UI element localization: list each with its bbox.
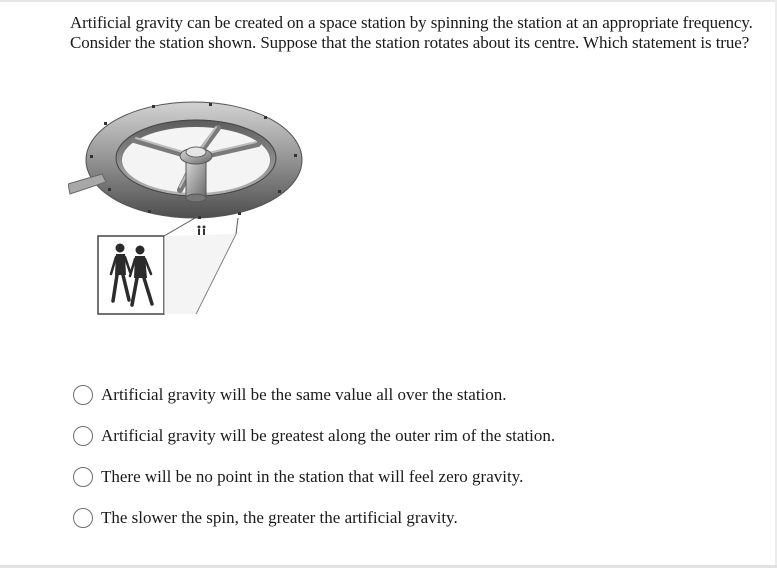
option-label[interactable]: Artificial gravity will be greatest along the outer rim of the station. xyxy=(101,425,556,445)
radio-button[interactable] xyxy=(73,426,93,446)
option-label[interactable]: Artificial gravity will be the same value all over the station. xyxy=(101,384,507,404)
space-station-figure xyxy=(68,100,308,318)
answer-option[interactable] xyxy=(73,456,753,497)
inset-view xyxy=(98,214,238,314)
answer-option[interactable] xyxy=(73,374,753,415)
docking-arm xyxy=(68,174,106,194)
radio-button[interactable] xyxy=(73,508,93,528)
option-label[interactable]: There will be no point in the station that will feel zero gravity. xyxy=(101,466,524,486)
radio-button[interactable] xyxy=(73,385,93,405)
question-text: Artificial gravity can be created on a space station by spinning the station at an appropriate frequency. Consider the station shown. Suppose that the station rotates about its centre. Which statement is true? xyxy=(70,13,753,52)
answer-option[interactable] xyxy=(73,415,753,456)
top-divider xyxy=(0,0,777,2)
radio-button[interactable] xyxy=(73,467,93,487)
answer-option[interactable] xyxy=(73,497,753,538)
option-label[interactable]: The slower the spin, the greater the artificial gravity. xyxy=(101,507,458,527)
answer-options xyxy=(73,374,753,538)
